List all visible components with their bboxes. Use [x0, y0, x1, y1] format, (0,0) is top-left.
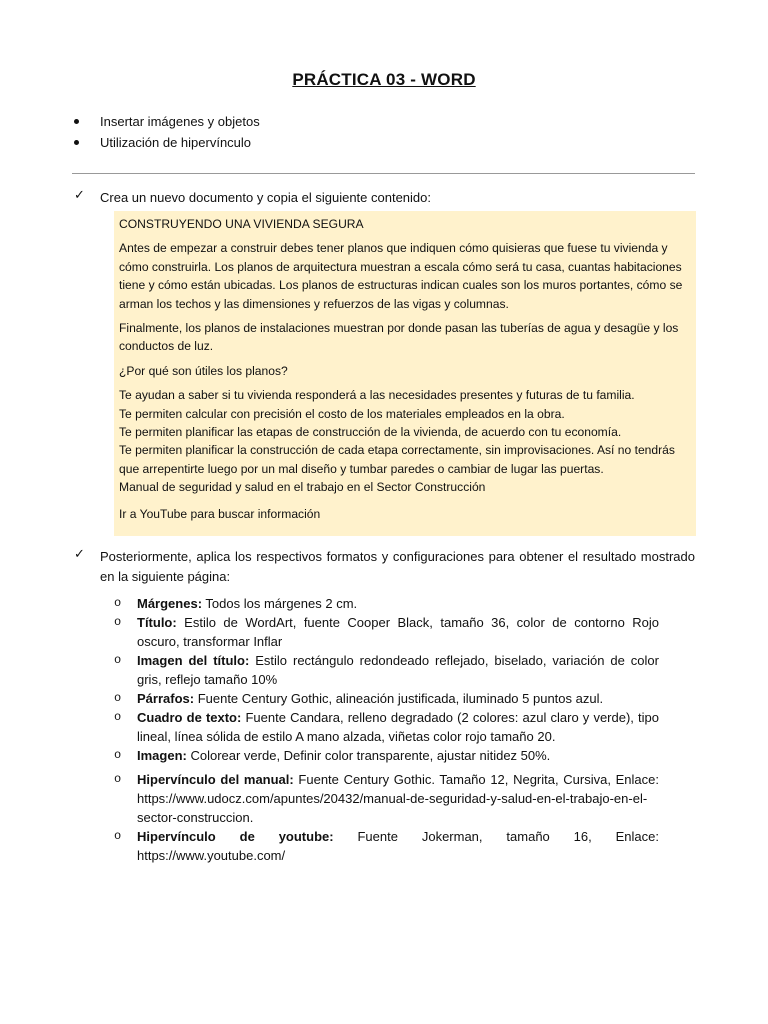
option-label: Párrafos: — [137, 691, 195, 706]
list-item — [114, 827, 659, 865]
box-paragraph-1: Antes de empezar a construir debes tener planos que indiquen cómo quisieras que fuese tu vivienda y cómo construirla. Los planos de arquitectura muestran a escala cómo será tu casa, cuantas habitaciones tiene y cómo están ubicadas. Los planos de estructuras indican cuales son los muros portantes, cómo se arman los techos y las dimensiones y refuerzos de las vigas y columnas. — [119, 241, 683, 311]
circle-bullet-icon: o — [114, 748, 122, 762]
answer-line: Te permiten calcular con precisión el costo de los materiales empleados en la obra. — [119, 406, 565, 421]
option-text: Colorear verde, Definir color transparente, ajustar nitidez 50%. — [186, 748, 551, 763]
topic-text: Insertar imágenes y objetos — [100, 114, 260, 129]
answer-line: Te permiten planificar la construcción de cada etapa correctamente, sin improvisaciones. Así no tendrás que arrepentirte luego por un mal diseño y tumbar paredes o cambiar de lugar las puertas. — [119, 443, 675, 476]
manual-link[interactable]: Manual de seguridad y salud en el trabajo en el Sector Construcción — [119, 480, 486, 495]
circle-bullet-icon: o — [114, 653, 122, 667]
option-label: Márgenes: — [137, 596, 203, 611]
list-item — [114, 708, 659, 746]
circle-bullet-icon: o — [114, 829, 122, 843]
checkmark-icon: ✓ — [74, 188, 85, 203]
list-item — [114, 651, 659, 689]
format-options-list — [114, 594, 659, 865]
content-box — [114, 211, 696, 536]
option-label: Imagen del título: — [137, 653, 250, 668]
option-label: Hipervínculo de youtube: — [137, 829, 334, 844]
step-1 — [72, 188, 695, 208]
step-1-text: Crea un nuevo documento y copia el siguiente contenido: — [100, 190, 431, 205]
option-text: Estilo de WordArt, fuente Cooper Black, tamaño 36, color de contorno Rojo oscuro, transformar Inflar — [137, 615, 659, 649]
list-item — [114, 746, 659, 765]
list-item — [114, 689, 659, 708]
horizontal-rule — [72, 173, 695, 174]
option-label: Cuadro de texto: — [137, 710, 242, 725]
checkmark-icon: ✓ — [74, 547, 85, 562]
youtube-link[interactable]: Ir a YouTube para buscar información — [119, 506, 321, 521]
option-label: Hipervínculo del manual: — [137, 772, 294, 787]
circle-bullet-icon: o — [114, 596, 122, 610]
step-2 — [72, 547, 695, 587]
topic-list — [72, 111, 692, 153]
list-item — [72, 132, 692, 153]
box-question: ¿Por qué son útiles los planos? — [119, 363, 288, 378]
list-item — [114, 613, 659, 651]
option-text: Fuente Century Gothic. Tamaño 12, Negrita, Cursiva, Enlace: https://www.udocz.com/apuntes/20432/manual-de-seguridad-y-salud-en-el-trabajo-en-el-sector-construccion. — [137, 772, 659, 825]
option-text: Todos los márgenes 2 cm. — [202, 596, 358, 611]
circle-bullet-icon: o — [114, 710, 122, 724]
box-answers — [119, 386, 692, 496]
option-label: Título: — [137, 615, 177, 630]
option-text: Estilo rectángulo redondeado reflejado, biselado, variación de color gris, reflejo tamaño 10% — [137, 653, 659, 687]
circle-bullet-icon: o — [114, 615, 122, 629]
list-item — [114, 594, 659, 613]
step-2-text: Posteriormente, aplica los respectivos formatos y configuraciones para obtener el resultado mostrado en la siguiente página: — [100, 549, 695, 584]
option-text: Fuente Jokerman, tamaño 16, Enlace: https://www.youtube.com/ — [137, 829, 659, 863]
topic-text: Utilización de hipervínculo — [100, 135, 252, 150]
bullet-icon — [74, 140, 79, 145]
option-text: Fuente Century Gothic, alineación justificada, iluminado 5 puntos azul. — [194, 691, 604, 706]
list-item — [114, 770, 659, 827]
answer-line: Te permiten planificar las etapas de construcción de la vivienda, de acuerdo con tu economía. — [119, 425, 622, 440]
box-paragraph-2: Finalmente, los planos de instalaciones muestran por donde pasan las tuberías de agua y desagüe y los conductos de luz. — [119, 321, 679, 354]
circle-bullet-icon: o — [114, 691, 122, 705]
bullet-icon — [74, 119, 79, 124]
list-item — [72, 111, 692, 132]
answer-line: Te ayudan a saber si tu vivienda responderá a las necesidades presentes y futuras de tu familia. — [119, 388, 635, 403]
box-heading: CONSTRUYENDO UNA VIVIENDA SEGURA — [119, 217, 364, 231]
option-text: Fuente Candara, relleno degradado (2 colores: azul claro y verde), tipo lineal, línea sólida de estilo A mano alzada, viñetas color rojo tamaño 20. — [137, 710, 659, 744]
option-label: Imagen: — [137, 748, 187, 763]
circle-bullet-icon: o — [114, 772, 122, 786]
page-title: PRÁCTICA 03 - WORD — [292, 70, 476, 89]
